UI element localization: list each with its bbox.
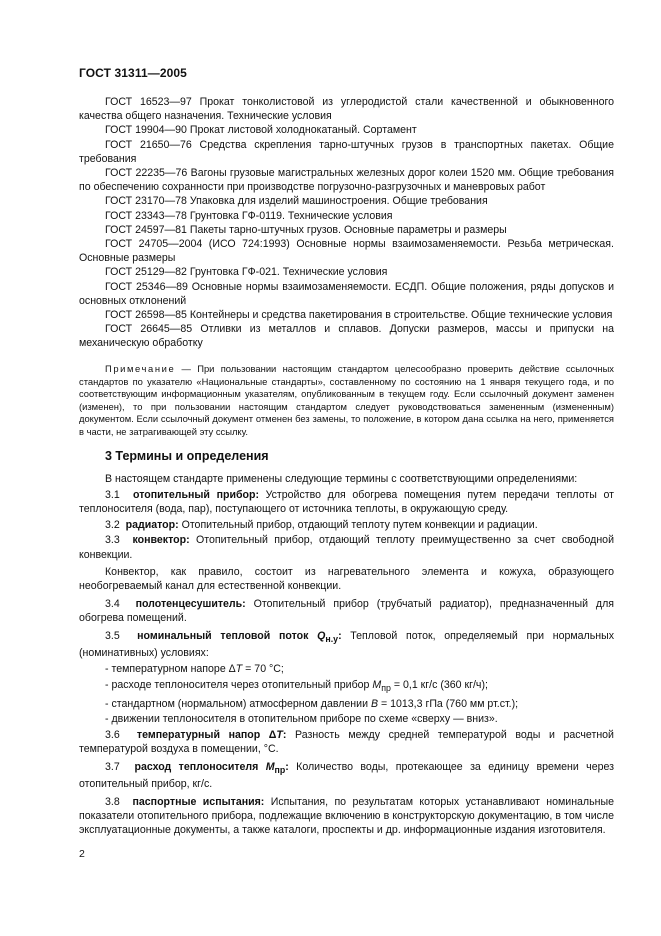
term-definition: Разность между средней температурой воды и расчетной температурой воздуха в помещении, °С. bbox=[79, 728, 614, 756]
term-name: расход теплоносителя $M_{пр}$: bbox=[134, 760, 289, 775]
terms-section bbox=[79, 472, 614, 839]
reference-item: ГОСТ 26598—85 Контейнеры и средства пакетирования в строительстве. Общие технические условия bbox=[105, 309, 613, 322]
note-block bbox=[79, 363, 614, 439]
reference-item: ГОСТ 16523—97 Прокат тонколистовой из углеродистой стали качественной и обыкновенного качества общего назначения. Технические условия bbox=[79, 96, 614, 123]
term-name: полотенцесушитель: bbox=[135, 598, 246, 611]
term-name: радиатор: bbox=[125, 518, 179, 531]
condition-item: - температурном напоре ΔT = 70 °C; bbox=[105, 663, 284, 676]
term-definition: Отопительный прибор, отдающий теплоту путем конвекции и радиации. bbox=[178, 518, 538, 531]
term-definition: Количество воды, протекающее за единицу времени через отопительный прибор, кг/с. bbox=[79, 760, 614, 791]
term-name: конвектор: bbox=[132, 534, 190, 547]
term-3-4: 3.4 полотенцесушитель: Отопительный прибор (трубчатый радиатор), предназначенный для обогрева помещений. bbox=[79, 598, 614, 625]
reference-item: ГОСТ 25346—89 Основные нормы взаимозаменяемости. ЕСДП. Общие положения, ряды допусков и основных отклонений bbox=[79, 280, 614, 307]
term-3-7: 3.7 расход теплоносителя $M_{пр}$: Количество воды, протекающее за единицу времени через отопительный прибор, кг/с. bbox=[79, 760, 614, 791]
term-3-3: 3.3 конвектор: Отопительный прибор, отдающий теплоту преимущественно за счет свободной конвекции. bbox=[79, 534, 614, 561]
reference-item: ГОСТ 24597—81 Пакеты тарно-штучных грузов. Основные параметры и размеры bbox=[105, 223, 507, 236]
condition-item: - расходе теплоносителя через отопительный прибор $M_{пр} = 0,1$ кг/с (360 кг/ч); bbox=[105, 678, 488, 693]
term-3-3-note: Конвектор, как правило, состоит из нагревательного элемента и кожуха, образующего необогреваемый канал для естественной конвекции. bbox=[79, 566, 614, 593]
reference-item: ГОСТ 26645—85 Отливки из металлов и сплавов. Допуски размеров, массы и припуски на механическую обработку bbox=[79, 323, 614, 350]
note-label: Примечание bbox=[105, 363, 176, 374]
term-definition: Устройство для обогрева помещения путем передачи теплоты от теплоносителя (вода, пар), поступающего от источника теплоты, в окружающую среду. bbox=[79, 488, 614, 515]
reference-item: ГОСТ 21650—76 Средства скрепления тарно-штучных грузов в транспортных пакетах. Общие требования bbox=[79, 138, 614, 165]
condition-item: - движении теплоносителя в отопительном приборе по схеме «сверху — вниз». bbox=[105, 713, 498, 726]
note-text: — При пользовании настоящим стандартом целесообразно проверить действие ссылочных стандартов по указателю «Национальные стандарты», составленному по состоянию на 1 января текущего года, и по соответствующим информационным указателям, опубликованным в текущем году. Если ссылочный документ заменен (изменен), то при пользовании настоящим стандартом следует руководствоваться замененным (измененным) документом. Если ссылочный документ отменен без замены, то положение, в котором дана ссылка на него, применяется в части, не затрагивающей эту ссылку. bbox=[79, 363, 614, 437]
reference-item: ГОСТ 23170—78 Упаковка для изделий машиностроения. Общие требования bbox=[105, 195, 488, 208]
term-3-2: 3.2 радиатор: Отопительный прибор, отдающий теплоту путем конвекции и радиации. bbox=[105, 518, 538, 531]
page-number: 2 bbox=[79, 848, 85, 860]
condition-item: - стандартном (нормальном) атмосферном давлении B = 1013,3 гПа (760 мм рт.ст.); bbox=[105, 697, 519, 710]
term-3-8: 3.8 паспортные испытания: Испытания, по результатам которых устанавливают номинальные показатели отопительного прибора, подлежащие включению в конструкторскую документацию, в том числе эксплуатационные документы, а также каталоги, проспекты и др. информационные издания изготовителя. bbox=[79, 795, 614, 837]
reference-item: ГОСТ 19904—90 Прокат листовой холоднокатаный. Сортамент bbox=[105, 124, 417, 137]
section-intro: В настоящем стандарте применены следующие термины с соответствующими определениями: bbox=[105, 473, 578, 485]
term-3-6: 3.6 температурный напор ΔT: Разность между средней температурой воды и расчетной температурой воздуха в помещении, °С. bbox=[79, 728, 614, 756]
term-definition: Испытания, по результатам которых устанавливают номинальные показатели отопительного прибора, подлежащие включению в конструкторскую документацию, в том числе эксплуатационные документы, а также каталоги, проспекты и др. информационные издания изготовителя. bbox=[79, 795, 614, 837]
term-definition: Отопительный прибор (трубчатый радиатор), предназначенный для обогрева помещений. bbox=[79, 598, 614, 625]
reference-item: ГОСТ 22235—76 Вагоны грузовые магистральных железных дорог колеи 1520 мм. Общие требования по обеспечению сохранности при производстве погрузочно-разгрузочных и маневровых работ bbox=[79, 167, 614, 194]
page-header: ГОСТ 31311—2005 bbox=[79, 66, 187, 80]
normative-references-list bbox=[79, 95, 614, 351]
term-3-1: 3.1 отопительный прибор: Устройство для обогрева помещения путем передачи теплоты от теплоносителя (вода, пар), поступающего от источника теплоты, в окружающую среду. bbox=[79, 488, 614, 515]
term-name: номинальный тепловой поток bbox=[137, 630, 309, 643]
term-name: паспортные испытания: bbox=[132, 795, 265, 808]
section-title: 3 Термины и определения bbox=[105, 449, 269, 463]
term-name: температурный напор ΔT: bbox=[136, 728, 287, 741]
note-paragraph bbox=[79, 363, 614, 439]
reference-item: ГОСТ 23343—78 Грунтовка ГФ-0119. Технические условия bbox=[105, 209, 393, 222]
term-name: отопительный прибор: bbox=[133, 488, 259, 501]
term-definition: Тепловой поток, определяемый при нормальных (номинативных) условиях: bbox=[79, 630, 615, 660]
term-definition: Отопительный прибор, отдающий теплоту преимущественно за счет свободной конвекции. bbox=[79, 534, 614, 561]
term-3-5: 3.5 номинальный тепловой поток $Q_{н.у}$: Тепловой поток, определяемый при нормальных (номинативных) условиях: bbox=[79, 630, 615, 660]
reference-item: ГОСТ 24705—2004 (ИСО 724:1993) Основные нормы взаимозаменяемости. Резьба метрическая. Основные размеры bbox=[79, 238, 614, 265]
reference-item: ГОСТ 25129—82 Грунтовка ГФ-021. Технические условия bbox=[105, 266, 388, 279]
